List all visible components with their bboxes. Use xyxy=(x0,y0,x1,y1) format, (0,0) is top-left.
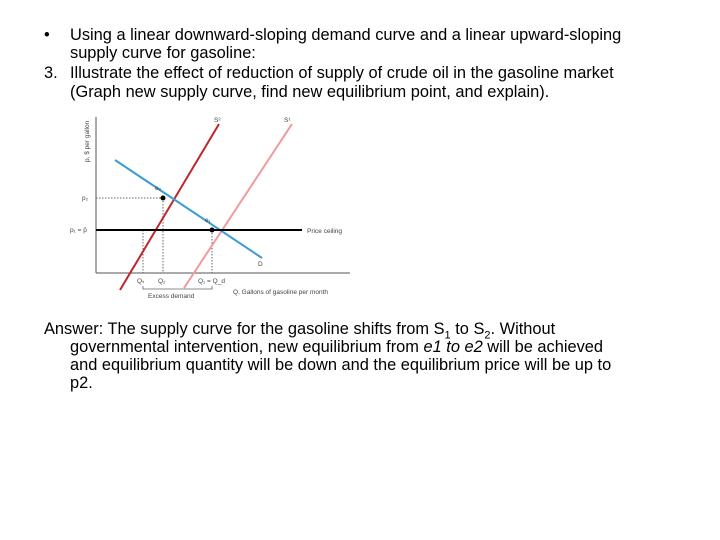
answer-line-2 xyxy=(70,338,603,357)
answer-s1-subscript: 1 xyxy=(444,329,451,342)
e2-label: e₂ xyxy=(155,185,162,192)
question-bullet-line-1: Using a linear downward-sloping demand curve and a linear upward-sloping xyxy=(70,26,622,44)
s1-label: S¹ xyxy=(284,117,291,124)
equilibrium-point-e1 xyxy=(210,228,215,233)
answer-line-1 xyxy=(44,320,556,342)
x-axis-label: Q, Gallons of gasoline per month xyxy=(233,289,329,296)
qs-label: Qₛ xyxy=(137,278,145,285)
q1-label: Q₁ = Q_d xyxy=(198,278,225,285)
price-ceiling-label: Price ceiling xyxy=(307,228,343,235)
p2-label: p₂ xyxy=(82,195,89,202)
item-number: 3. xyxy=(44,64,58,82)
equilibrium-point-e2 xyxy=(161,196,166,201)
q2-label: Q₂ xyxy=(158,278,166,285)
answer-s2-subscript: 2 xyxy=(484,329,491,342)
answer-line-1-b: to S xyxy=(450,320,485,338)
answer-line-4: p2. xyxy=(70,374,93,392)
question-item-line-2: (Graph new supply curve, find new equilibrium point, and explain). xyxy=(70,83,550,101)
supply-curve-s2 xyxy=(120,124,219,290)
answer-line-3: and equilibrium quantity will be down and the equilibrium price will be up to xyxy=(70,356,612,374)
bullet-marker: • xyxy=(44,26,50,44)
y-axis-label: p, $ per gallon xyxy=(84,120,91,162)
excess-demand-label: Excess demand xyxy=(148,293,195,300)
p1-label: p₁ = p̄ xyxy=(70,227,87,234)
answer-line-1-c: . Without xyxy=(490,320,556,338)
answer-line-1-a: Answer: The supply curve for the gasoline shifts from S xyxy=(44,320,445,338)
question-bullet-line-2: supply curve for gasoline: xyxy=(70,44,256,62)
excess-demand-bracket xyxy=(143,286,212,289)
answer-e1-e2: e1 to e2 xyxy=(423,338,483,356)
demand-label: D xyxy=(258,261,263,268)
answer-line-2-b: will be achieved xyxy=(482,338,603,356)
question-item-line-1: Illustrate the effect of reduction of supply of crude oil in the gasoline market xyxy=(70,64,614,82)
e1-label: e₁ xyxy=(205,217,211,224)
s2-label: S² xyxy=(214,117,221,124)
answer-line-2-a: governmental intervention, new equilibrium from xyxy=(70,338,424,356)
supply-curve-s1 xyxy=(184,124,292,288)
